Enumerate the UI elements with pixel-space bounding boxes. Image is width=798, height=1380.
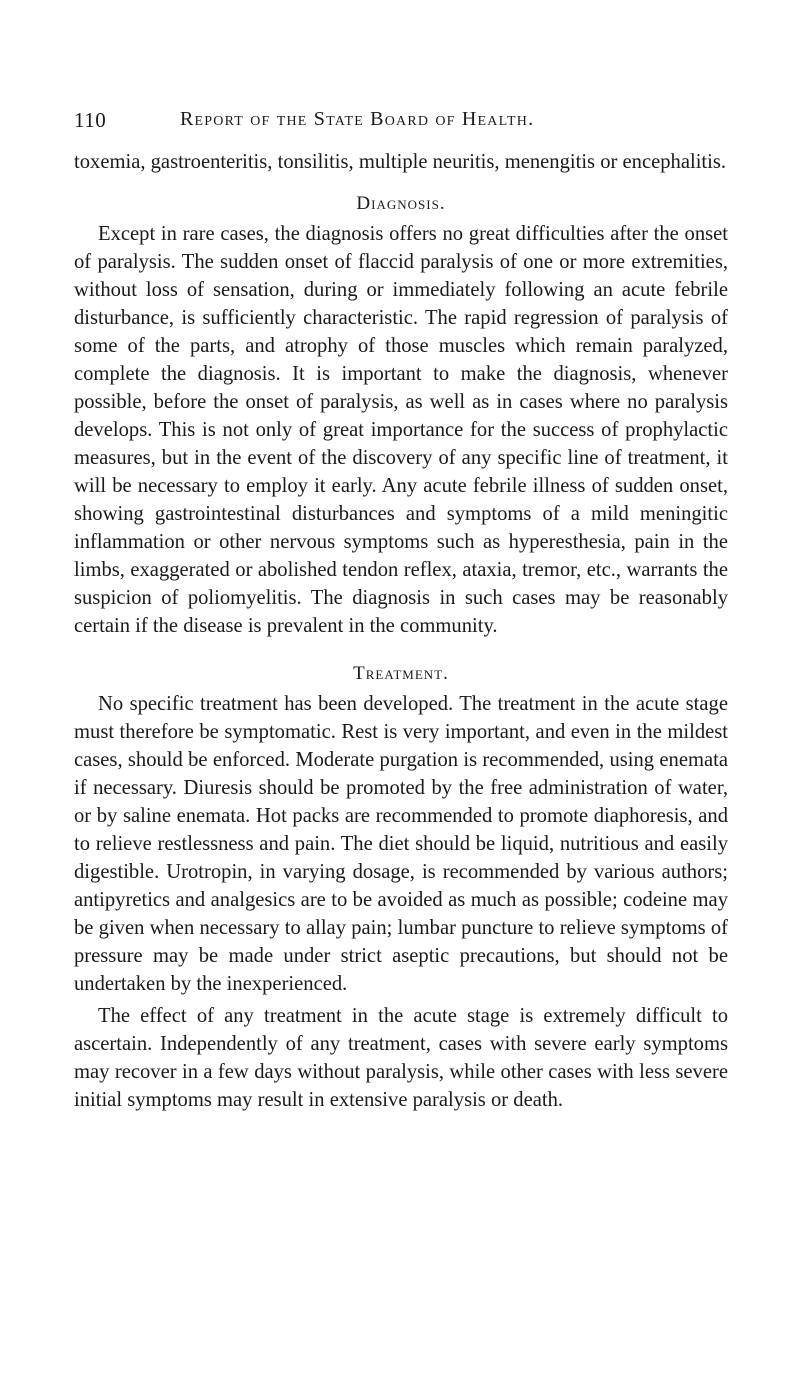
page-number: 110 [74,108,107,132]
book-page [74,100,728,1114]
treatment-paragraph-2: The effect of any treatment in the acute stage is extremely difficult to ascertain. Independently of any treatment, cases with severe early symptoms may recover in a few days without paralysis, while other cases with less severe initial symptoms may result in extensive paralysis or death. [74,1005,728,1111]
section-heading-treatment: Treatment. [353,663,449,684]
section-heading-diagnosis: Diagnosis. [356,193,446,214]
running-title: Report of the State Board of Health. [180,108,535,130]
continuation-paragraph: toxemia, gastroenteritis, tonsilitis, multiple neuritis, menengitis or encephalitis. [74,151,727,173]
running-head [74,100,728,140]
diagnosis-paragraph: Except in rare cases, the diagnosis offers no great difficulties after the onset of paralysis. The sudden onset of flaccid paralysis of one or more extremities, without loss of sensation, during or immediately following an acute febrile disturbance, is sufficiently characteristic. The rapid regression of paralysis of some of the parts, and atrophy of those muscles which remain paralyzed, complete the diagnosis. It is important to make the diagnosis, whenever possible, before the onset of paralysis, as well as in cases where no paralysis develops. This is not only of great importance for the success of prophylactic measures, but in the event of the discovery of any specific line of treatment, it will be necessary to employ it early. Any acute febrile illness of sudden onset, showing gastrointestinal disturbances and symptoms of a mild meningitic inflammation or other nervous symptoms such as hyperesthesia, pain in the limbs, exaggerated or abolished tendon reflex, ataxia, tremor, etc., warrants the suspicion of poliomyelitis. The diagnosis in such cases may be reasonably certain if the disease is prevalent in the community. [74,223,728,637]
treatment-paragraph-1: No specific treatment has been developed. The treatment in the acute stage must therefore be symptomatic. Rest is very important, and even in the mildest cases, should be enforced. Moderate purgation is recommended, using enemata if necessary. Diuresis should be promoted by the free administration of water, or by saline enemata. Hot packs are recommended to promote diaphoresis, and to relieve restlessness and pain. The diet should be liquid, nutritious and easily digestible. Urotropin, in varying dosage, is recommended by various authors; antipyretics and analgesics are to be avoided as much as possible; codeine may be given when necessary to allay pain; lumbar puncture to relieve symptoms of pressure may be made under strict aseptic precautions, but should not be undertaken by the inexperienced. [74,693,728,995]
